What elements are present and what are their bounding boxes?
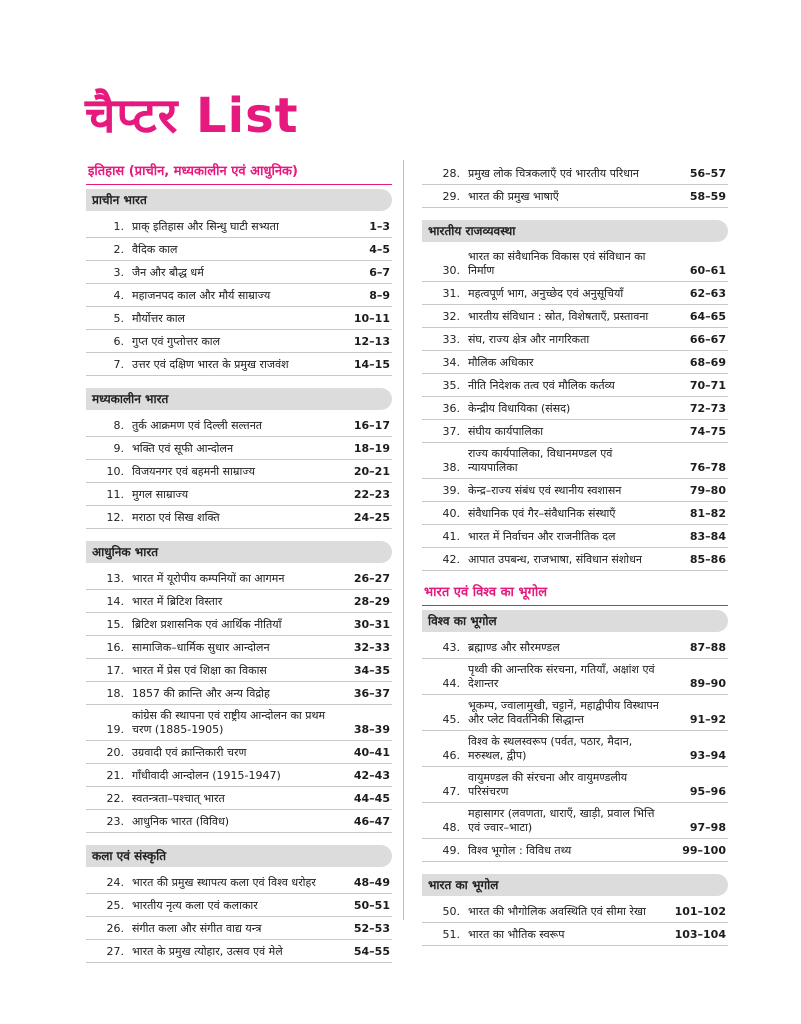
chapter-title: 1857 की क्रान्ति और अन्य विद्रोह: [132, 687, 270, 700]
section-block: [86, 189, 392, 376]
chapter-number: 32.: [442, 310, 460, 323]
chapter-title: भारत की प्रमुख स्थापत्य कला एवं विश्व धरोहर: [132, 876, 316, 889]
chapter-number: 37.: [442, 425, 460, 438]
chapter-title: संगीत कला और संगीत वाद्य यन्त्र: [132, 922, 262, 935]
chapter-pages: 79–80: [689, 484, 726, 497]
chapter-number: 38.: [442, 461, 460, 474]
chapter-row: [86, 705, 392, 741]
chapter-title: आपात उपबन्ध, राजभाषा, संविधान संशोधन: [468, 553, 643, 566]
chapter-number: 28.: [442, 167, 460, 180]
chapter-title: वायुमण्डल की संरचना और वायुमण्डलीय परिसंचरण: [468, 771, 628, 798]
chapter-row: [422, 731, 728, 767]
chapter-number: 16.: [106, 641, 124, 654]
chapter-pages: 81–82: [689, 507, 726, 520]
chapter-title: भारत के प्रमुख त्योहार, उत्सव एवं मेले: [132, 945, 283, 958]
chapter-row: [86, 567, 392, 590]
chapter-number: 12.: [106, 511, 124, 524]
chapter-pages: 42–43: [353, 769, 390, 782]
chapter-title: भारत की भौगोलिक अवस्थिति एवं सीमा रेखा: [468, 905, 646, 918]
chapter-title: पृथ्वी की आन्तरिक संरचना, गतियाँ, अक्षांश एवं देशान्तर: [468, 663, 655, 690]
chapter-number: 43.: [442, 641, 460, 654]
chapter-pages: 40–41: [353, 746, 390, 759]
chapter-pages: 66–67: [689, 333, 726, 346]
chapter-pages: 76–78: [689, 461, 726, 474]
chapter-row: [86, 506, 392, 529]
chapter-number: 31.: [442, 287, 460, 300]
chapter-number: 23.: [106, 815, 124, 828]
section-block: [86, 541, 392, 833]
chapter-number: 35.: [442, 379, 460, 392]
chapter-title: भारतीय संविधान : स्रोत, विशेषताएँ, प्रस्तावना: [468, 310, 649, 323]
chapter-row: [422, 479, 728, 502]
chapter-title: ब्रह्माण्ड और सौरमण्डल: [468, 641, 560, 654]
chapter-title: भारत की प्रमुख भाषाएँ: [468, 190, 559, 203]
chapter-row: [422, 636, 728, 659]
chapter-row: [422, 659, 728, 695]
chapter-row: [422, 185, 728, 208]
chapter-pages: 26–27: [353, 572, 390, 585]
chapter-number: 29.: [442, 190, 460, 203]
section-header: मध्यकालीन भारत: [86, 388, 392, 410]
chapter-row: [86, 437, 392, 460]
right-column: [422, 162, 728, 946]
chapter-title: कांग्रेस की स्थापना एवं राष्ट्रीय आन्दोलन का प्रथम चरण (1885-1905): [132, 709, 326, 736]
chapter-row: [86, 330, 392, 353]
chapter-row: [422, 525, 728, 548]
chapter-title: नीति निदेशक तत्व एवं मौलिक कर्तव्य: [468, 379, 615, 392]
chapter-pages: 97–98: [689, 821, 726, 834]
chapter-row: [86, 764, 392, 787]
chapter-row: [422, 420, 728, 443]
chapter-pages: 91–92: [689, 713, 726, 726]
section-world-geography: [422, 610, 728, 862]
chapter-title: राज्य कार्यपालिका, विधानमण्डल एवं न्यायपालिका: [468, 447, 613, 474]
chapter-pages: 52–53: [353, 922, 390, 935]
chapter-pages: 58–59: [689, 190, 726, 203]
chapter-pages: 101–102: [674, 905, 726, 918]
chapter-row: [86, 940, 392, 963]
chapter-pages: 103–104: [674, 928, 726, 941]
chapter-number: 10.: [106, 465, 124, 478]
chapter-number: 4.: [113, 289, 124, 302]
chapter-pages: 16–17: [353, 419, 390, 432]
chapter-title: मौर्योत्तर काल: [132, 312, 186, 325]
section-header: कला एवं संस्कृति: [86, 845, 392, 867]
chapter-row: [86, 284, 392, 307]
chapter-pages: 14–15: [353, 358, 390, 371]
chapter-row: [422, 328, 728, 351]
continued-list: [422, 162, 728, 208]
chapter-number: 25.: [106, 899, 124, 912]
chapter-row: [422, 374, 728, 397]
chapter-pages: 44–45: [353, 792, 390, 805]
section-block: [86, 388, 392, 529]
chapter-title: महाजनपद काल और मौर्य साम्राज्य: [132, 289, 271, 302]
chapter-title: भारत का संवैधानिक विकास एवं संविधान का निर्माण: [468, 250, 646, 277]
chapter-title: भारत में निर्वाचन और राजनीतिक दल: [468, 530, 616, 543]
chapter-number: 36.: [442, 402, 460, 415]
chapter-pages: 20–21: [353, 465, 390, 478]
chapter-number: 3.: [113, 266, 124, 279]
chapter-number: 6.: [113, 335, 124, 348]
chapter-row: [86, 460, 392, 483]
chapter-number: 51.: [442, 928, 460, 941]
chapter-number: 19.: [106, 723, 124, 736]
chapter-row: [86, 307, 392, 330]
chapter-pages: 64–65: [689, 310, 726, 323]
chapter-pages: 68–69: [689, 356, 726, 369]
chapter-title: भारत का भौतिक स्वरूप: [468, 928, 565, 941]
chapter-row: [422, 548, 728, 571]
chapter-title: प्रमुख लोक चित्रकलाएँ एवं भारतीय परिधान: [468, 167, 639, 180]
chapter-title: भारत में प्रेस एवं शिक्षा का विकास: [132, 664, 267, 677]
chapter-title: भूकम्प, ज्वालामुखी, चट्टानें, महाद्वीपीय विस्थापन और प्लेट विवर्तनिकी सिद्धान्त: [468, 699, 659, 726]
column-divider: [403, 160, 404, 920]
chapter-row: [422, 767, 728, 803]
chapter-row: [422, 246, 728, 282]
chapter-row: [86, 215, 392, 238]
chapter-row: [422, 803, 728, 839]
chapter-row: [86, 414, 392, 437]
chapter-row: [422, 900, 728, 923]
chapter-pages: 95–96: [689, 785, 726, 798]
chapter-number: 21.: [106, 769, 124, 782]
chapter-number: 45.: [442, 713, 460, 726]
section-header: भारतीय राजव्यवस्था: [422, 220, 728, 242]
chapter-title: मौलिक अधिकार: [468, 356, 534, 369]
chapter-title: गुप्त एवं गुप्तोत्तर काल: [132, 335, 221, 348]
left-column: [86, 160, 392, 963]
chapter-number: 24.: [106, 876, 124, 889]
chapter-row: [86, 682, 392, 705]
chapter-number: 44.: [442, 677, 460, 690]
chapter-title: उत्तर एवं दक्षिण भारत के प्रमुख राजवंश: [132, 358, 289, 371]
chapter-pages: 62–63: [689, 287, 726, 300]
chapter-number: 17.: [106, 664, 124, 677]
chapter-number: 42.: [442, 553, 460, 566]
chapter-row: [422, 443, 728, 479]
chapter-pages: 99–100: [682, 844, 726, 857]
chapter-pages: 36–37: [353, 687, 390, 700]
section-india-geography: [422, 874, 728, 946]
chapter-pages: 34–35: [353, 664, 390, 677]
chapter-row: [86, 613, 392, 636]
chapter-pages: 32–33: [353, 641, 390, 654]
chapter-pages: 30–31: [353, 618, 390, 631]
chapter-pages: 4–5: [369, 243, 390, 256]
category-geography: भारत एवं विश्व का भूगोल: [422, 581, 728, 606]
chapter-title: महत्वपूर्ण भाग, अनुच्छेद एवं अनुसूचियाँ: [468, 287, 624, 300]
chapter-number: 8.: [113, 419, 124, 432]
chapter-title: मुगल साम्राज्य: [132, 488, 189, 501]
chapter-pages: 72–73: [689, 402, 726, 415]
chapter-title: उग्रवादी एवं क्रान्तिकारी चरण: [132, 746, 247, 759]
chapter-row: [86, 894, 392, 917]
chapter-title: विश्व के स्थलस्वरूप (पर्वत, पठार, मैदान, मरुस्थल, द्वीप): [468, 735, 633, 762]
chapter-number: 13.: [106, 572, 124, 585]
chapter-pages: 83–84: [689, 530, 726, 543]
chapter-row: [86, 238, 392, 261]
chapter-title: भारतीय नृत्य कला एवं कलाकार: [132, 899, 258, 912]
chapter-title: ब्रिटिश प्रशासनिक एवं आर्थिक नीतियाँ: [132, 618, 282, 631]
chapter-number: 18.: [106, 687, 124, 700]
chapter-title: महासागर (लवणता, धाराएँ, खाड़ी, प्रवाल भित्ति एवं ज्वार–भाटा): [468, 807, 655, 834]
chapter-row: [422, 923, 728, 946]
chapter-pages: 70–71: [689, 379, 726, 392]
chapter-number: 7.: [113, 358, 124, 371]
chapter-row: [86, 659, 392, 682]
chapter-pages: 54–55: [353, 945, 390, 958]
chapter-title: विजयनगर एवं बहमनी साम्राज्य: [132, 465, 256, 478]
chapter-pages: 48–49: [353, 876, 390, 889]
chapter-number: 5.: [113, 312, 124, 325]
chapter-pages: 1–3: [369, 220, 390, 233]
chapter-title: विश्व भूगोल : विविध तथ्य: [468, 844, 572, 857]
chapter-title: संघीय कार्यपालिका: [468, 425, 544, 438]
chapter-pages: 6–7: [369, 266, 390, 279]
section-header: प्राचीन भारत: [86, 189, 392, 211]
chapter-number: 9.: [113, 442, 124, 455]
chapter-pages: 85–86: [689, 553, 726, 566]
chapter-pages: 60–61: [689, 264, 726, 277]
section-header: आधुनिक भारत: [86, 541, 392, 563]
chapter-row: [86, 590, 392, 613]
chapter-number: 33.: [442, 333, 460, 346]
chapter-number: 26.: [106, 922, 124, 935]
section-header: भारत का भूगोल: [422, 874, 728, 896]
chapter-row: [86, 871, 392, 894]
chapter-title: संवैधानिक एवं गैर–संवैधानिक संस्थाएँ: [468, 507, 616, 520]
chapter-title: मराठा एवं सिख शक्ति: [132, 511, 220, 524]
chapter-row: [422, 839, 728, 862]
chapter-row: [86, 810, 392, 833]
chapter-row: [422, 351, 728, 374]
chapter-number: 46.: [442, 749, 460, 762]
chapter-pages: 46–47: [353, 815, 390, 828]
chapter-number: 39.: [442, 484, 460, 497]
page-title: चैप्टर List: [85, 88, 299, 144]
chapter-title: केन्द्र–राज्य संबंध एवं स्थानीय स्वशासन: [468, 484, 622, 497]
chapter-pages: 18–19: [353, 442, 390, 455]
chapter-number: 22.: [106, 792, 124, 805]
chapter-number: 34.: [442, 356, 460, 369]
chapter-pages: 56–57: [689, 167, 726, 180]
chapter-row: [86, 741, 392, 764]
chapter-title: जैन और बौद्ध धर्म: [132, 266, 204, 279]
chapter-row: [86, 787, 392, 810]
chapter-number: 47.: [442, 785, 460, 798]
chapter-pages: 89–90: [689, 677, 726, 690]
chapter-row: [86, 261, 392, 284]
chapter-number: 50.: [442, 905, 460, 918]
chapter-pages: 74–75: [689, 425, 726, 438]
chapter-title: स्वतन्त्रता–पश्चात् भारत: [132, 792, 225, 805]
chapter-number: 27.: [106, 945, 124, 958]
chapter-title: वैदिक काल: [132, 243, 178, 256]
chapter-pages: 28–29: [353, 595, 390, 608]
chapter-title: केन्द्रीय विधायिका (संसद): [468, 402, 571, 415]
chapter-title: भारत में यूरोपीय कम्पनियों का आगमन: [132, 572, 285, 585]
chapter-pages: 10–11: [353, 312, 390, 325]
chapter-number: 40.: [442, 507, 460, 520]
chapter-number: 11.: [106, 488, 124, 501]
chapter-title: गाँधीवादी आन्दोलन (1915-1947): [132, 769, 281, 782]
chapter-number: 15.: [106, 618, 124, 631]
chapter-row: [86, 636, 392, 659]
chapter-number: 41.: [442, 530, 460, 543]
chapter-title: भक्ति एवं सूफी आन्दोलन: [132, 442, 234, 455]
chapter-number: 2.: [113, 243, 124, 256]
chapter-title: सामाजिक–धार्मिक सुधार आन्दोलन: [132, 641, 270, 654]
chapter-title: भारत में ब्रिटिश विस्तार: [132, 595, 223, 608]
chapter-pages: 50–51: [353, 899, 390, 912]
chapter-title: आधुनिक भारत (विविध): [132, 815, 230, 828]
chapter-number: 20.: [106, 746, 124, 759]
category-history: इतिहास (प्राचीन, मध्यकालीन एवं आधुनिक): [86, 160, 392, 185]
chapter-row: [86, 483, 392, 506]
chapter-pages: 12–13: [353, 335, 390, 348]
chapter-pages: 8–9: [369, 289, 390, 302]
chapter-number: 14.: [106, 595, 124, 608]
chapter-title: तुर्क आक्रमण एवं दिल्ली सल्तनत: [132, 419, 263, 432]
chapter-row: [422, 397, 728, 420]
chapter-pages: 22–23: [353, 488, 390, 501]
chapter-pages: 87–88: [689, 641, 726, 654]
section-polity: [422, 220, 728, 571]
chapter-row: [86, 353, 392, 376]
chapter-pages: 38–39: [353, 723, 390, 736]
chapter-row: [422, 282, 728, 305]
chapter-row: [422, 305, 728, 328]
section-header: विश्व का भूगोल: [422, 610, 728, 632]
chapter-pages: 24–25: [353, 511, 390, 524]
chapter-row: [422, 695, 728, 731]
section-block: [86, 845, 392, 963]
chapter-number: 1.: [113, 220, 124, 233]
chapter-number: 30.: [442, 264, 460, 277]
chapter-title: संघ, राज्य क्षेत्र और नागरिकता: [468, 333, 590, 346]
chapter-row: [422, 162, 728, 185]
chapter-title: प्राक् इतिहास और सिन्धु घाटी सभ्यता: [132, 220, 279, 233]
chapter-number: 48.: [442, 821, 460, 834]
chapter-number: 49.: [442, 844, 460, 857]
chapter-row: [422, 502, 728, 525]
chapter-row: [86, 917, 392, 940]
chapter-pages: 93–94: [689, 749, 726, 762]
